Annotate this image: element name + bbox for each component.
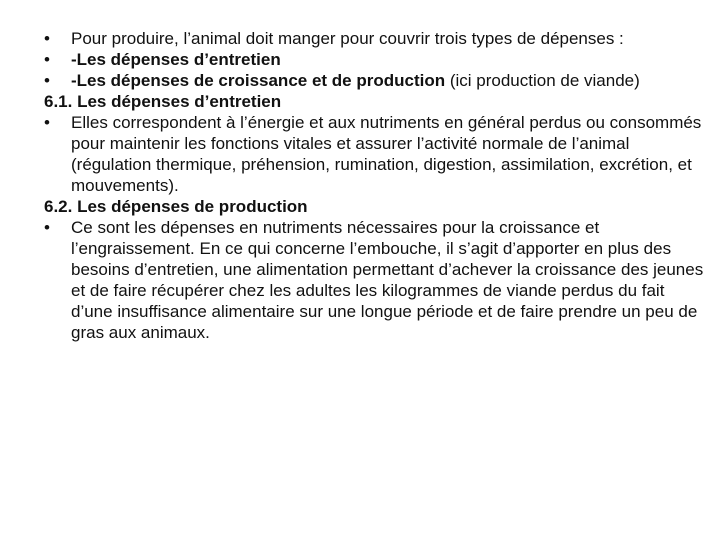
bullet-growth-expenses <box>44 70 708 91</box>
bullet-section-1 <box>44 112 708 196</box>
bullet-icon: • <box>44 71 50 90</box>
bullet-icon: • <box>44 113 50 132</box>
intro-text: Pour produire, l’animal doit manger pour couvrir trois types de dépenses : <box>71 29 624 48</box>
bullet-maintenance-expenses <box>44 49 708 70</box>
section-1-title: 6.1. Les dépenses d’entretien <box>44 92 282 111</box>
bullet-intro <box>44 28 708 49</box>
growth-expenses-note: (ici production de viande) <box>445 71 640 90</box>
bullet-icon: • <box>44 29 50 48</box>
maintenance-expenses-text: -Les dépenses d’entretien <box>71 50 281 69</box>
slide-body <box>44 28 708 343</box>
bullet-section-2 <box>44 217 708 343</box>
growth-expenses-text: -Les dépenses de croissance et de production <box>71 71 446 90</box>
section-1-text: Elles correspondent à l’énergie et aux nutriments en général perdus ou consommés pour maintenir les fonctions vitales et assurer l’activité normale de l’animal (régulation thermique, préhension, rumination, digestion, assimilation, excrétion, et mouvements). <box>71 113 702 195</box>
section-2-title: 6.2. Les dépenses de production <box>44 197 308 216</box>
bullet-icon: • <box>44 50 50 69</box>
section-2-text: Ce sont les dépenses en nutriments nécessaires pour la croissance et l’engraissement. En ce qui concerne l’embouche, il s’agit d’apporter en plus des besoins d’entretien, une alimentation permettant d’achever la croissance des jeunes et de faire récupérer chez les adultes les kilogrammes de viande perdus du fait d’une insuffisance alimentaire sur une longue période et de faire prendre un peu de gras aux animaux. <box>71 218 704 342</box>
bullet-icon: • <box>44 218 50 237</box>
